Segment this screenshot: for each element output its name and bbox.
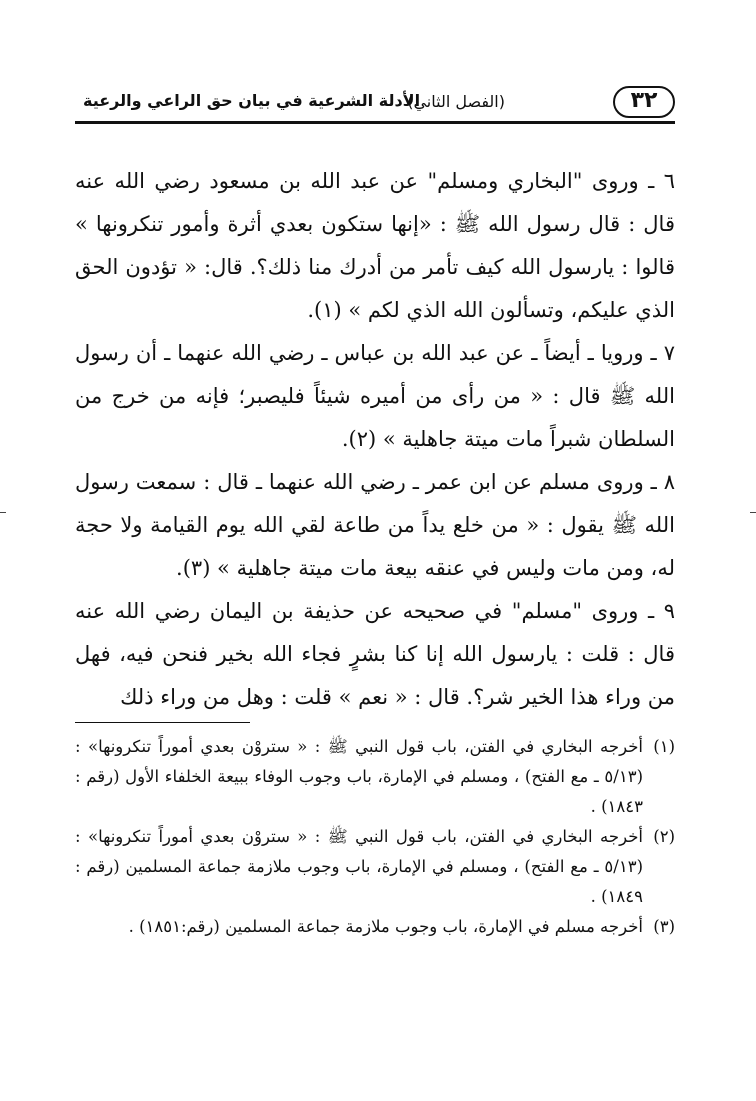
paragraph-hadith-9: ٩ ـ وروى "مسلم" في صحيحه عن حذيفة بن اليمان رضي الله عنه قال : قلت : يارسول الله إنا كنا بشرٍ فجاء الله بخير فنحن فيه، فهل من وراء هذا الخير شر؟. قال : « نعم » قلت : وهل من وراء ذلك (75, 599, 675, 709)
paragraph-hadith-6: ٦ ـ وروى "البخاري ومسلم" عن عبد الله بن مسعود رضي الله عنه قال : قال رسول الله ﷺ : «إنها ستكون بعدي أثرة وأمور تنكرونها » قالوا : يارسول الله كيف تأمر من أدرك منا ذلك؟. قال: « تؤدون الحق الذي عليكم، وتسألون الله الذي لكم » (١). (75, 169, 675, 322)
running-header (75, 82, 675, 122)
scan-edge-mark (750, 512, 756, 513)
chapter-title: (الفصل الثاني) (407, 92, 505, 111)
footnote-2 (75, 822, 675, 912)
page-number: ٣٢ (613, 86, 675, 118)
paragraph-hadith-7: ٧ ـ ورويا ـ أيضاً ـ عن عبد الله بن عباس ـ رضي الله عنهما ـ أن رسول الله ﷺ قال : « من رأى من أميره شيئاً فليصبر؛ فإنه من خرج من السلطان شبراً مات ميتة جاهلية » (٢). (75, 341, 675, 451)
book-title: الأدلة الشرعية في بيان حق الراعي والرعية (83, 91, 421, 110)
footnote-separator (75, 722, 250, 723)
footnote-1 (75, 732, 675, 822)
footnote-text: أخرجه البخاري في الفتن، باب قول النبي ﷺ : « ستروْن بعدي أموراً تنكرونها» : (٥/١٣ ـ مع الفتح) ، ومسلم في الإمارة، باب وجوب الوفاء ببيعة الخلفاء الأول (رقم : ١٨٤٣) . (75, 737, 643, 816)
footnote-number: (١) (653, 737, 675, 756)
footnote-number: (٢) (653, 827, 675, 846)
scan-edge-mark (0, 512, 6, 513)
header-rule (75, 121, 675, 124)
footnote-text: أخرجه البخاري في الفتن، باب قول النبي ﷺ : « ستروْن بعدي أموراً تنكرونها» : (٥/١٣ ـ مع الفتح) ، ومسلم في الإمارة، باب وجوب ملازمة جماعة المسلمين (رقم : ١٨٤٩) . (75, 827, 643, 906)
paragraph-hadith-8: ٨ ـ وروى مسلم عن ابن عمر ـ رضي الله عنهما ـ قال : سمعت رسول الله ﷺ يقول : « من خلع يداً من طاعة لقي الله يوم القيامة ولا حجة له، ومن مات وليس في عنقه بيعة مات ميتة جاهلية » (٣). (75, 470, 675, 580)
footnote-number: (٣) (653, 917, 675, 936)
footnote-text: أخرجه مسلم في الإمارة، باب وجوب ملازمة جماعة المسلمين (رقم:١٨٥١) . (128, 917, 643, 936)
main-text (75, 160, 675, 719)
footnotes (75, 732, 675, 942)
footnote-3 (75, 912, 675, 942)
